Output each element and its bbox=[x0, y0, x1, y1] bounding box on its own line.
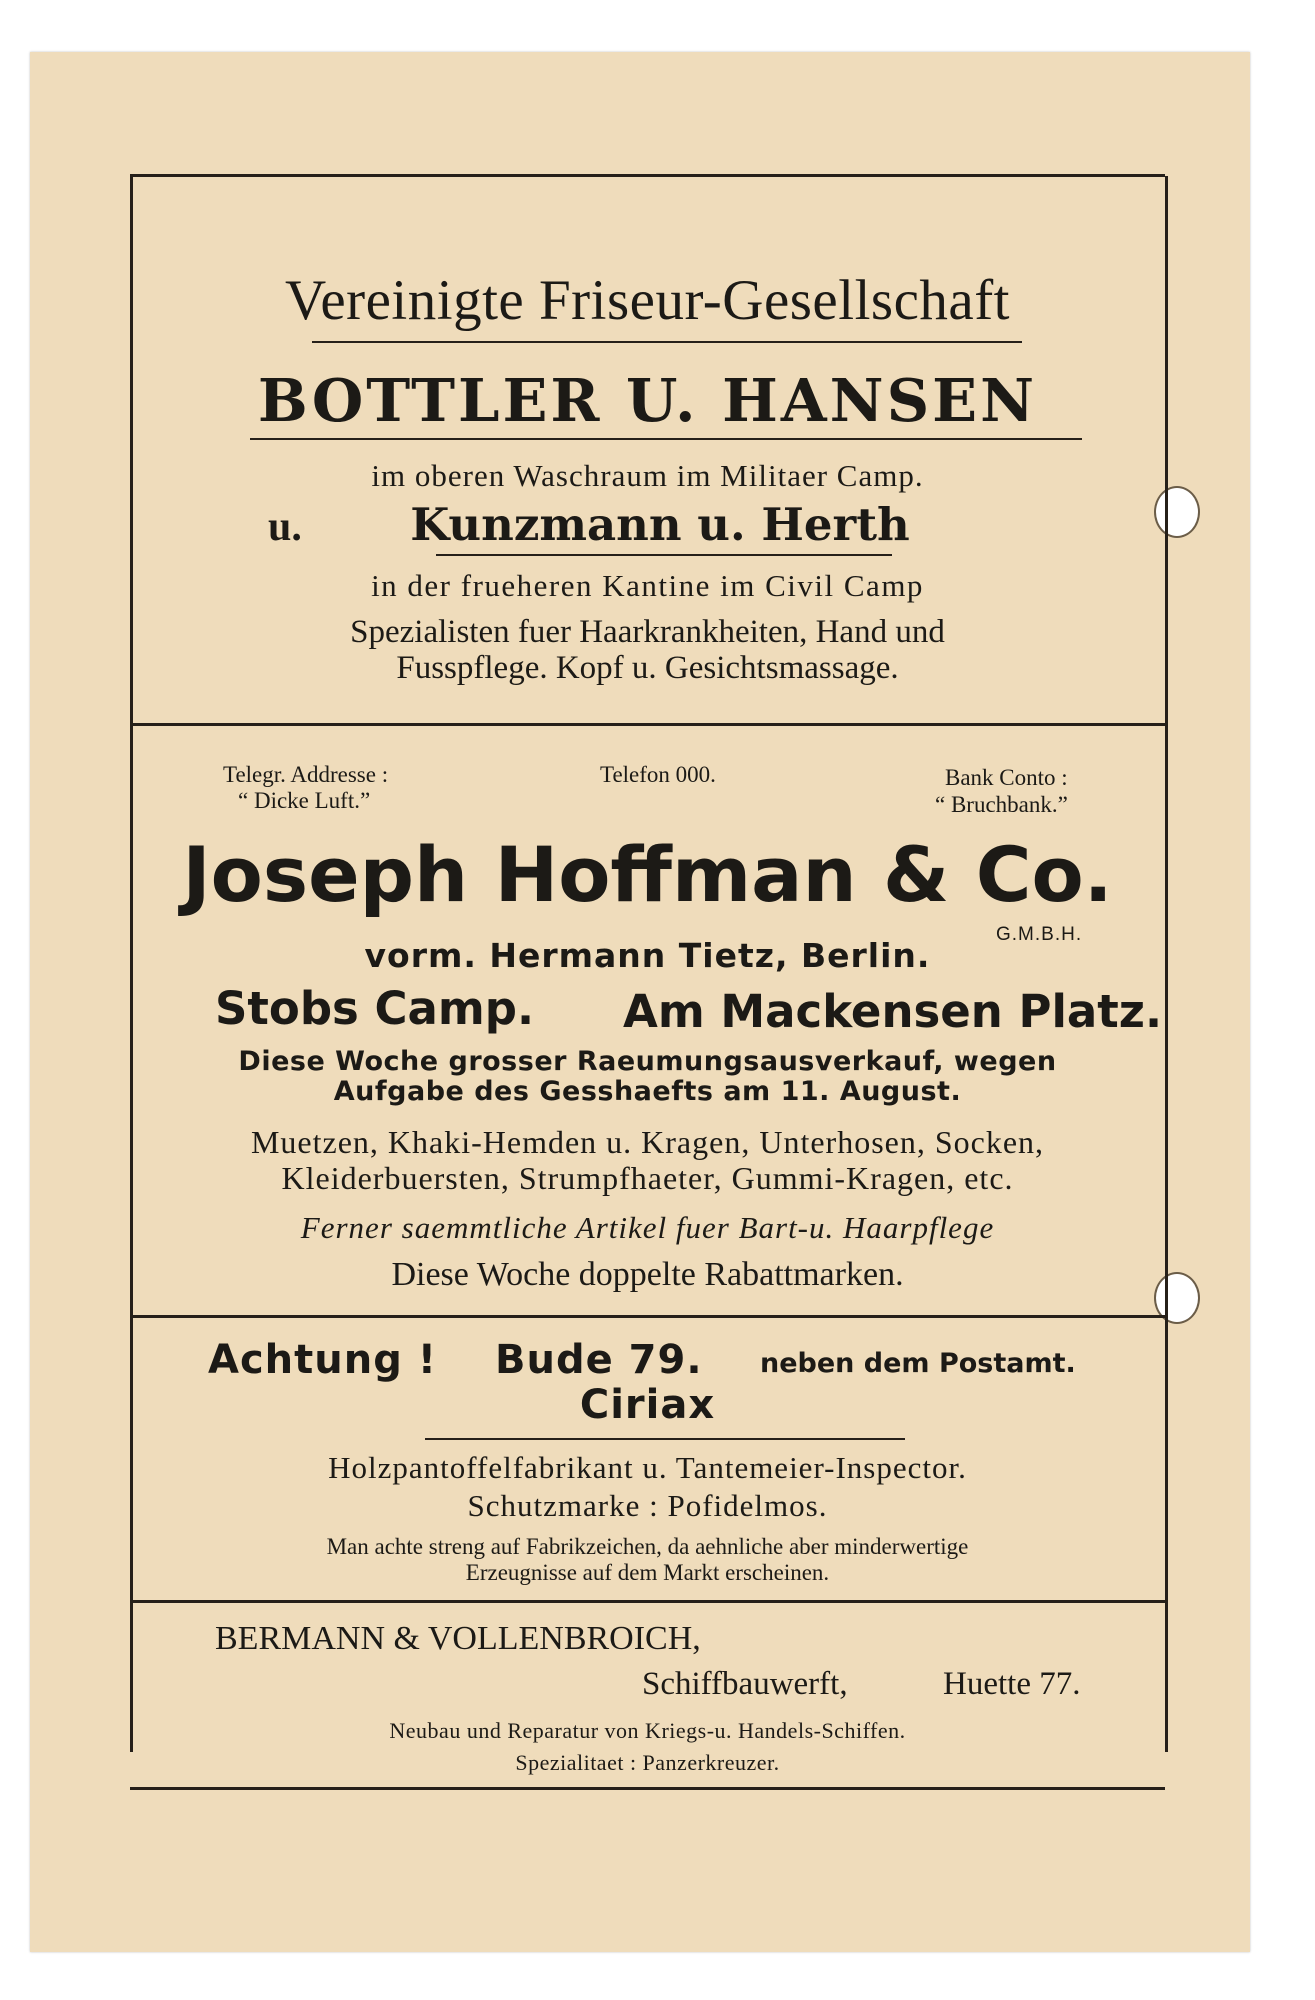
ad1-location2: in der frueheren Kantine im Civil Camp bbox=[371, 568, 924, 603]
ad1-name2-underline bbox=[436, 554, 892, 556]
ad4-line2: Spezialitaet : Panzerkreuzer. bbox=[515, 1750, 780, 1775]
rule-after-ad2 bbox=[130, 1315, 1165, 1318]
ad2-place: Stobs Camp. bbox=[215, 982, 535, 1035]
ad2-italic-line: Ferner saemmtliche Artikel fuer Bart-u. Haarpflege bbox=[300, 1210, 995, 1245]
ad2-bank-label: Bank Conto : bbox=[945, 765, 1068, 790]
ad1-name: BOTTLER U. HANSEN bbox=[257, 366, 1038, 435]
rule-bottom bbox=[130, 1787, 1165, 1790]
ad3-note-line2: Erzeugnisse auf dem Markt erscheinen. bbox=[465, 1560, 830, 1585]
ad1-name2: Kunzmann u. Herth bbox=[410, 498, 910, 551]
ad1-specialty-line1: Spezialisten fuer Haarkrankheiten, Hand und bbox=[350, 614, 945, 650]
ad2-telefon: Telefon 000. bbox=[600, 762, 716, 787]
ad3-line1: Holzpantoffelfabrikant u. Tantemeier-Inspector. bbox=[328, 1450, 967, 1485]
ad3-name: Ciriax bbox=[579, 1382, 716, 1428]
ad1-specialty-line2: Fusspflege. Kopf u. Gesichtsmassage. bbox=[396, 650, 899, 686]
ad2-items-line2: Kleiderbuersten, Strumpfhaeter, Gummi-Kragen, etc. bbox=[281, 1160, 1014, 1196]
ad2-former: vorm. Hermann Tietz, Berlin. bbox=[364, 936, 931, 975]
rule-top bbox=[130, 174, 1165, 177]
ad1-and: u. bbox=[268, 504, 302, 550]
ad1-company: Vereinigte Friseur-Gesellschaft bbox=[284, 269, 1011, 332]
ad4-yard: Schiffbauwerft, bbox=[642, 1666, 848, 1702]
ad1-company-underline bbox=[312, 341, 1022, 343]
ad2-rabatt: Diese Woche doppelte Rabattmarken. bbox=[391, 1256, 904, 1293]
ad2-telegr-label: Telegr. Addresse : bbox=[223, 762, 389, 787]
ad2-sale-line1: Diese Woche grosser Raeumungsausverkauf, wegen bbox=[238, 1046, 1057, 1077]
ad1-name-underline bbox=[250, 438, 1082, 440]
ad3-bude: Bude 79. bbox=[495, 1337, 703, 1383]
ad3-name-underline bbox=[425, 1438, 905, 1440]
ad2-gmbh: G.M.B.H. bbox=[996, 924, 1083, 945]
ad1-location1: im oberen Waschraum im Militaer Camp. bbox=[371, 458, 924, 493]
ad2-square: Am Mackensen Platz. bbox=[623, 985, 1163, 1038]
ad2-telegr-value: “ Dicke Luft.” bbox=[238, 788, 371, 813]
ad2-name: Joseph Hoffman & Co. bbox=[182, 830, 1113, 919]
ad4-name: BERMANN & VOLLENBROICH, bbox=[215, 1620, 701, 1657]
ad4-line1: Neubau und Reparatur von Kriegs-u. Handels-Schiffen. bbox=[389, 1718, 906, 1743]
ad2-sale-line2: Aufgabe des Gesshaefts am 11. August. bbox=[333, 1076, 962, 1107]
ad4-hut: Huette 77. bbox=[943, 1666, 1081, 1702]
ad3-note-line1: Man achte streng auf Fabrikzeichen, da aehnliche aber minderwertige bbox=[326, 1534, 969, 1559]
rule-after-ad1 bbox=[130, 723, 1165, 726]
rule-after-ad3 bbox=[130, 1600, 1165, 1603]
ad3-achtung: Achtung ! bbox=[208, 1337, 438, 1383]
ad3-line2: Schutzmarke : Pofidelmos. bbox=[467, 1488, 828, 1523]
ad2-items-line1: Muetzen, Khaki-Hemden u. Kragen, Unterhosen, Socken, bbox=[250, 1124, 1045, 1160]
ad2-bank-value: “ Bruchbank.” bbox=[935, 792, 1068, 817]
ad3-neben: neben dem Postamt. bbox=[760, 1348, 1076, 1379]
